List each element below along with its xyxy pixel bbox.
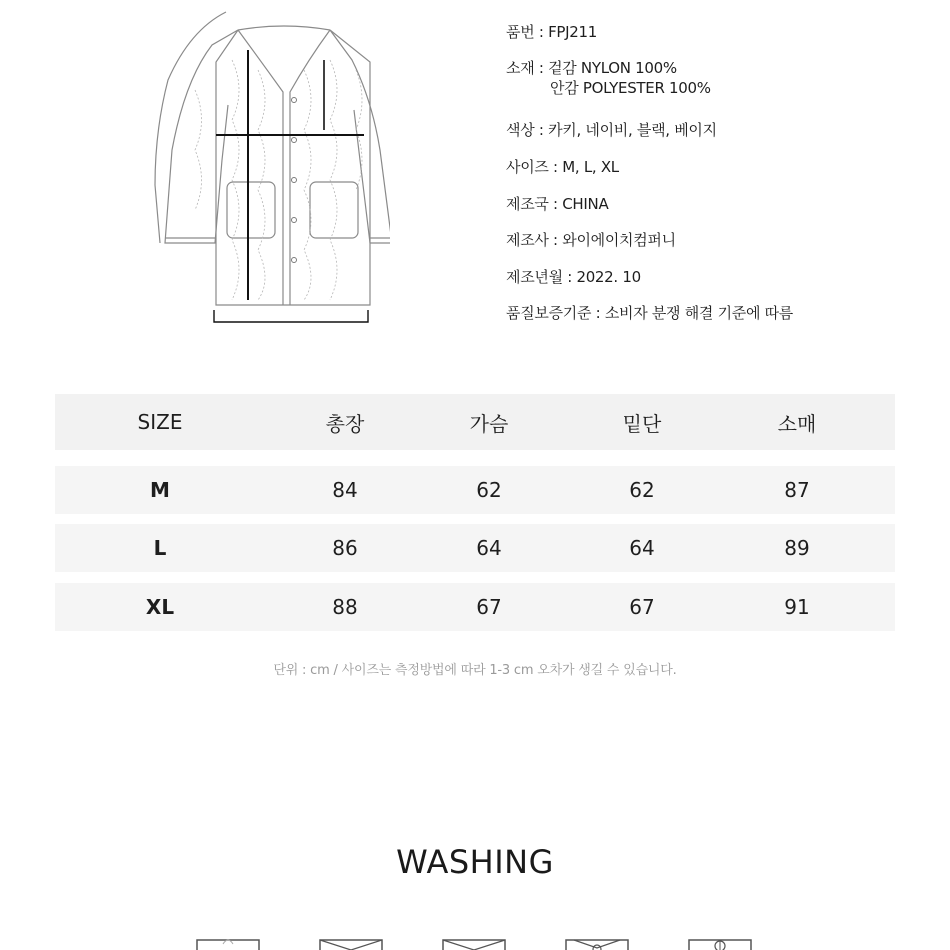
washing-title: WASHING (396, 843, 554, 881)
table-row (55, 583, 895, 631)
chest-value: 67 (476, 595, 502, 619)
total-length-value: 88 (332, 595, 358, 619)
size-label: L (153, 536, 167, 560)
total-length-value: 84 (332, 478, 358, 502)
header-sleeve: 소매 (777, 411, 817, 436)
iron-icon (564, 930, 630, 950)
size-options: 사이즈 : M, L, XL (506, 158, 619, 176)
no-bleach-icon (318, 930, 384, 950)
material-inner: 안감 POLYESTER 100% (550, 79, 711, 97)
jacket-flat-sketch-illustration (150, 0, 390, 330)
washing-icons-row (0, 930, 950, 950)
hem-value: 64 (629, 536, 655, 560)
no-tumble-dry-icon (441, 930, 507, 950)
header-chest: 가슴 (469, 411, 509, 436)
country-of-origin: 제조국 : CHINA (506, 195, 609, 213)
quality-warranty: 품질보증기준 : 소비자 분쟁 해결 기준에 따름 (506, 304, 793, 322)
size-label: M (150, 478, 170, 502)
sleeve-value: 89 (784, 536, 810, 560)
hem-value: 67 (629, 595, 655, 619)
manufacturer: 제조사 : 와이에이치컴퍼니 (506, 231, 676, 249)
hand-wash-icon (195, 930, 261, 950)
dry-clean-icon (687, 930, 753, 950)
measurement-note: 단위 : cm / 사이즈는 측정방법에 따라 1-3 cm 오차가 생길 수 있습니다. (273, 663, 677, 678)
chest-value: 64 (476, 536, 502, 560)
color-options: 색상 : 카키, 네이비, 블랙, 베이지 (506, 121, 717, 139)
size-label: XL (145, 595, 175, 619)
sleeve-value: 87 (784, 478, 810, 502)
table-header-row (55, 394, 895, 450)
total-length-value: 86 (332, 536, 358, 560)
material-info (506, 58, 711, 98)
material-outer: 소재 : 겉감 NYLON 100% (506, 59, 677, 77)
header-hem: 밑단 (622, 411, 662, 436)
manufacture-date: 제조년월 : 2022. 10 (506, 268, 641, 286)
table-row (55, 524, 895, 572)
chest-value: 62 (476, 478, 502, 502)
sleeve-value: 91 (784, 595, 810, 619)
product-number: 품번 : FPJ211 (506, 23, 597, 41)
table-row (55, 466, 895, 514)
hem-value: 62 (629, 478, 655, 502)
header-total-length: 총장 (325, 411, 365, 436)
header-size: SIZE (137, 410, 183, 434)
